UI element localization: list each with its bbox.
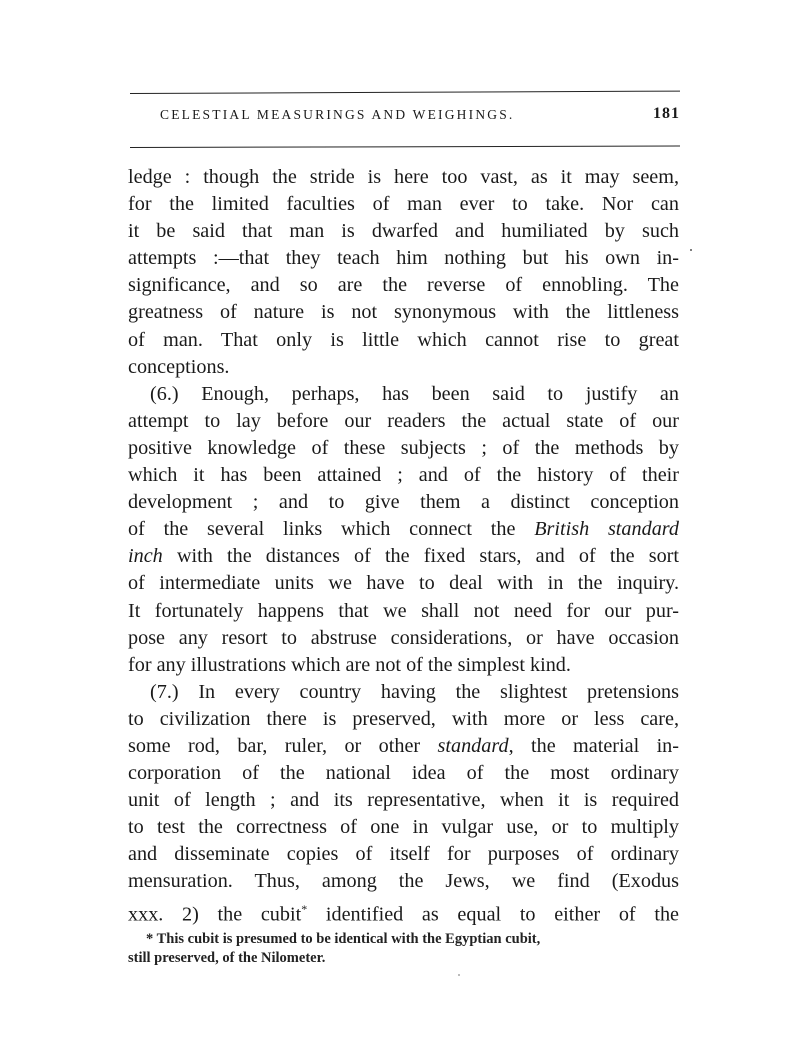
text-line-mixed bbox=[128, 733, 679, 760]
paragraph-7-start: (7.) In every country having the slightest pretensions bbox=[150, 680, 679, 703]
text-line: which it has been attained ; and of the history of their bbox=[128, 464, 679, 487]
page-number: 181 bbox=[653, 105, 680, 122]
footnote-line: * This cubit is presumed to be identical with the Egyptian cubit, bbox=[146, 931, 541, 947]
margin-mark bbox=[690, 249, 692, 251]
text-line: development ; and to give them a distinct conception bbox=[128, 491, 679, 514]
italic-phrase: standard bbox=[437, 734, 509, 757]
text-segment: identified as equal to either of the bbox=[307, 903, 679, 926]
text-segment: of the several links which connect the bbox=[128, 518, 516, 541]
running-title: CELESTIAL MEASURINGS AND WEIGHINGS. bbox=[160, 107, 515, 122]
header-rule-top bbox=[130, 91, 680, 94]
body-text bbox=[128, 164, 680, 926]
footnote-line: still preserved, of the Nilometer. bbox=[128, 950, 326, 966]
text-line-mixed bbox=[128, 543, 679, 570]
italic-phrase: British standard bbox=[534, 518, 679, 541]
text-line: for the limited faculties of man ever to take. Nor can bbox=[128, 193, 679, 216]
text-line: conceptions. bbox=[128, 355, 230, 378]
text-line: mensuration. Thus, among the Jews, we find (Exodus bbox=[128, 870, 679, 893]
header-rule-bottom bbox=[130, 146, 680, 148]
text-line-mixed bbox=[128, 896, 679, 926]
text-line: attempts :—that they teach him nothing but his own in- bbox=[128, 247, 679, 270]
text-line: attempt to lay before our readers the actual state of our bbox=[128, 409, 679, 432]
footnote bbox=[128, 930, 668, 968]
text-line: ledge : though the stride is here too vast, as it may seem, bbox=[128, 166, 679, 188]
footnote-marker[interactable]: * bbox=[301, 901, 308, 916]
paragraph-6-start: (6.) Enough, perhaps, has been said to justify an bbox=[150, 382, 679, 405]
text-line-mixed bbox=[128, 516, 679, 543]
text-line: pose any resort to abstruse considerations, or have occasion bbox=[128, 626, 679, 649]
running-head bbox=[160, 107, 680, 131]
text-line: to civilization there is preserved, with more or less care, bbox=[128, 707, 679, 730]
text-line: of intermediate units we have to deal with in the inquiry. bbox=[128, 572, 679, 595]
text-segment: with the distances of the fixed stars, and of the sort bbox=[176, 545, 680, 568]
italic-phrase: inch bbox=[128, 545, 163, 568]
text-line: positive knowledge of these subjects ; of the methods by bbox=[128, 436, 679, 459]
text-line: greatness of nature is not synonymous with the littleness bbox=[128, 301, 679, 324]
text-line: for any illustrations which are not of the simplest kind. bbox=[128, 653, 571, 676]
text-line: significance, and so are the reverse of ennobling. The bbox=[128, 274, 679, 297]
text-segment: some rod, bar, ruler, or other bbox=[128, 734, 421, 757]
text-line: of man. That only is little which cannot rise to great bbox=[128, 328, 679, 351]
text-segment: xxx. 2) the cubit bbox=[128, 903, 302, 926]
text-line: it be said that man is dwarfed and humiliated by such bbox=[128, 220, 679, 243]
text-line: to test the correctness of one in vulgar use, or to multiply bbox=[128, 816, 679, 839]
text-line: and disseminate copies of itself for purposes of ordinary bbox=[128, 843, 679, 866]
text-line: It fortunately happens that we shall not need for our pur- bbox=[128, 599, 679, 622]
print-speck bbox=[458, 974, 460, 976]
text-line: unit of length ; and its representative, when it is required bbox=[128, 789, 679, 812]
text-line: corporation of the national idea of the most ordinary bbox=[128, 762, 679, 785]
text-segment: , the material in- bbox=[508, 734, 679, 757]
